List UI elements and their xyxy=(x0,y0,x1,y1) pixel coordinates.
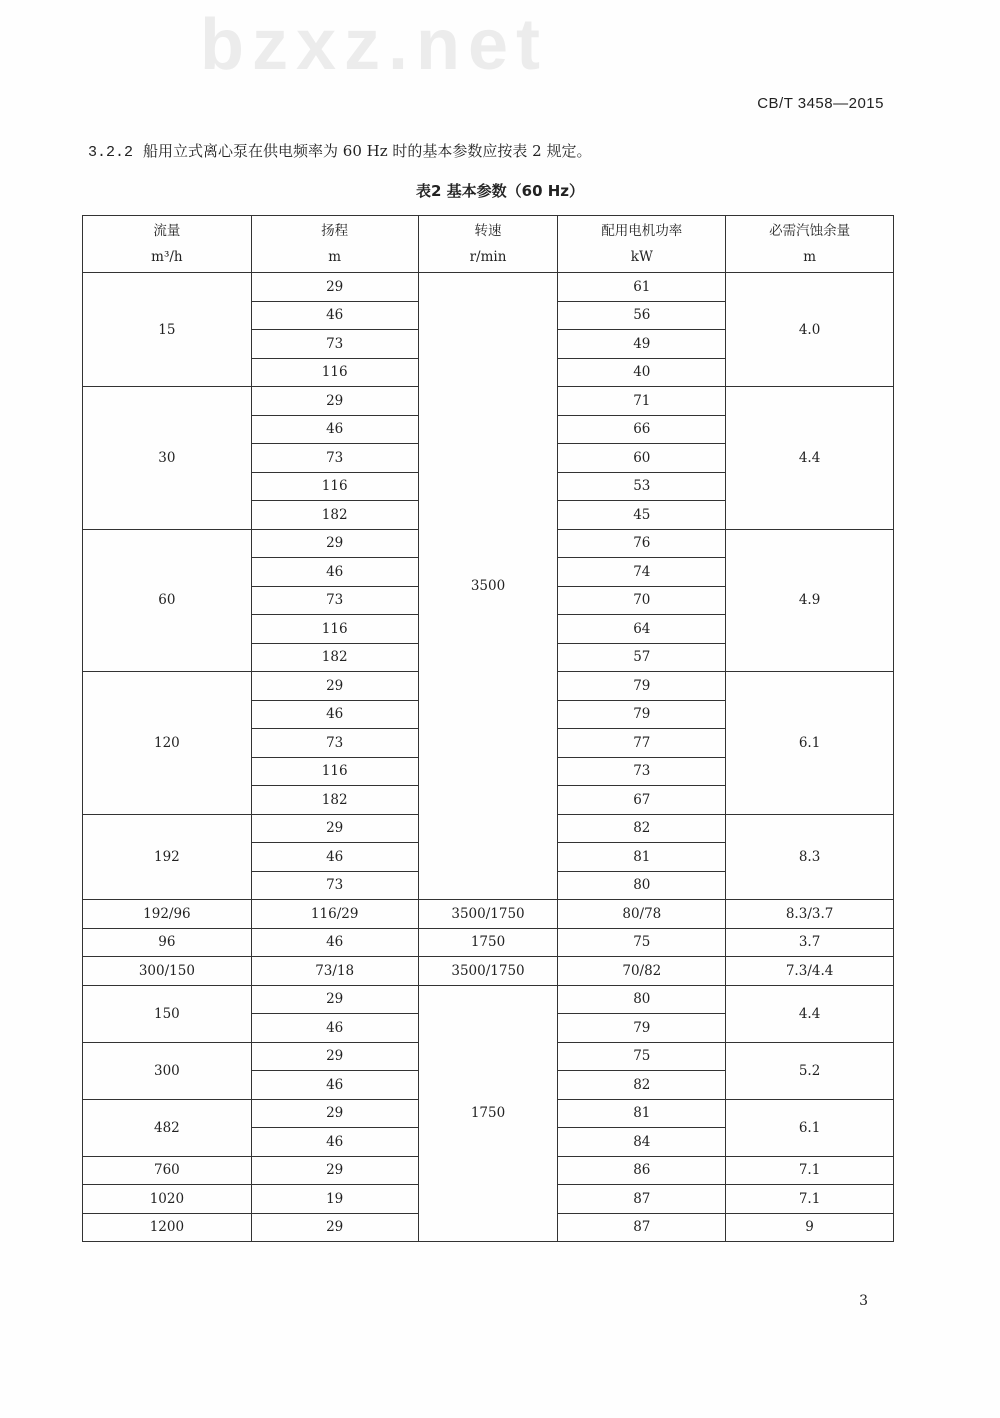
npsh-cell: 9 xyxy=(726,1213,894,1242)
column-unit: m³/h xyxy=(151,249,183,265)
npsh-cell: 5.2 xyxy=(726,1042,894,1099)
power-cell: 80 xyxy=(558,871,726,900)
header-head xyxy=(251,216,418,273)
head-cell: 46 xyxy=(251,843,418,872)
power-cell: 82 xyxy=(558,1071,726,1100)
table-row xyxy=(83,957,894,986)
power-cell: 73 xyxy=(558,757,726,786)
head-cell: 29 xyxy=(251,985,418,1014)
flow-cell: 192/96 xyxy=(83,900,252,929)
power-cell: 81 xyxy=(558,843,726,872)
power-cell: 57 xyxy=(558,643,726,672)
power-cell: 70 xyxy=(558,586,726,615)
flow-cell: 60 xyxy=(83,529,252,672)
power-cell: 79 xyxy=(558,700,726,729)
clause-number: 3.2.2 xyxy=(88,144,134,161)
header-speed xyxy=(418,216,558,273)
column-name: 必需汽蚀余量 xyxy=(769,223,851,239)
head-cell: 116 xyxy=(251,615,418,644)
npsh-cell: 6.1 xyxy=(726,1099,894,1156)
head-cell: 116/29 xyxy=(251,900,418,929)
watermark: bzxz.net xyxy=(200,5,549,85)
speed-cell: 1750 xyxy=(418,985,558,1242)
flow-cell: 1020 xyxy=(83,1185,252,1214)
power-cell: 67 xyxy=(558,786,726,815)
flow-cell: 1200 xyxy=(83,1213,252,1242)
power-cell: 87 xyxy=(558,1213,726,1242)
column-name: 转速 xyxy=(474,223,502,239)
speed-cell: 3500 xyxy=(418,273,558,900)
column-name: 配用电机功率 xyxy=(601,223,683,239)
head-cell: 73/18 xyxy=(251,957,418,986)
power-cell: 66 xyxy=(558,415,726,444)
power-cell: 61 xyxy=(558,273,726,302)
power-cell: 84 xyxy=(558,1128,726,1157)
npsh-cell: 4.9 xyxy=(726,529,894,672)
header-flow xyxy=(83,216,252,273)
column-unit: m xyxy=(328,249,342,265)
flow-cell: 150 xyxy=(83,985,252,1042)
column-unit: m xyxy=(803,249,816,265)
power-cell: 80/78 xyxy=(558,900,726,929)
column-name: 扬程 xyxy=(321,223,349,239)
speed-cell: 3500/1750 xyxy=(418,957,558,986)
header-npsh xyxy=(726,216,894,273)
power-cell: 60 xyxy=(558,444,726,473)
flow-cell: 300/150 xyxy=(83,957,252,986)
clause-3-2-2 xyxy=(88,140,591,161)
power-cell: 75 xyxy=(558,1042,726,1071)
column-unit: kW xyxy=(630,249,653,265)
head-cell: 29 xyxy=(251,529,418,558)
flow-cell: 192 xyxy=(83,814,252,900)
power-cell: 71 xyxy=(558,387,726,416)
head-cell: 73 xyxy=(251,444,418,473)
power-cell: 77 xyxy=(558,729,726,758)
head-cell: 29 xyxy=(251,387,418,416)
head-cell: 29 xyxy=(251,672,418,701)
header-power xyxy=(558,216,726,273)
power-cell: 74 xyxy=(558,558,726,587)
npsh-cell: 7.3/4.4 xyxy=(726,957,894,986)
npsh-cell: 4.0 xyxy=(726,273,894,387)
head-cell: 73 xyxy=(251,871,418,900)
flow-cell: 30 xyxy=(83,387,252,530)
table-row xyxy=(83,900,894,929)
power-cell: 53 xyxy=(558,472,726,501)
column-name: 流量 xyxy=(153,223,181,239)
power-cell: 80 xyxy=(558,985,726,1014)
npsh-cell: 3.7 xyxy=(726,928,894,957)
head-cell: 46 xyxy=(251,1071,418,1100)
table-caption: 表2 基本参数（60 Hz） xyxy=(415,182,585,200)
power-cell: 87 xyxy=(558,1185,726,1214)
flow-cell: 482 xyxy=(83,1099,252,1156)
flow-cell: 96 xyxy=(83,928,252,957)
head-cell: 116 xyxy=(251,472,418,501)
speed-cell: 1750 xyxy=(418,928,558,957)
power-cell: 86 xyxy=(558,1156,726,1185)
basic-parameters-table xyxy=(82,215,894,1242)
head-cell: 29 xyxy=(251,1156,418,1185)
head-cell: 29 xyxy=(251,273,418,302)
table-row xyxy=(83,985,894,1014)
power-cell: 64 xyxy=(558,615,726,644)
head-cell: 182 xyxy=(251,643,418,672)
head-cell: 116 xyxy=(251,757,418,786)
power-cell: 79 xyxy=(558,1014,726,1043)
clause-text: 船用立式离心泵在供电频率为 60 Hz 时的基本参数应按表 2 规定。 xyxy=(143,142,592,160)
head-cell: 29 xyxy=(251,1213,418,1242)
head-cell: 29 xyxy=(251,1099,418,1128)
speed-cell: 3500/1750 xyxy=(418,900,558,929)
head-cell: 29 xyxy=(251,814,418,843)
head-cell: 46 xyxy=(251,1128,418,1157)
head-cell: 46 xyxy=(251,928,418,957)
table-row xyxy=(83,273,894,302)
flow-cell: 15 xyxy=(83,273,252,387)
power-cell: 49 xyxy=(558,330,726,359)
column-unit: r/min xyxy=(469,249,507,265)
power-cell: 82 xyxy=(558,814,726,843)
npsh-cell: 6.1 xyxy=(726,672,894,815)
power-cell: 70/82 xyxy=(558,957,726,986)
head-cell: 73 xyxy=(251,729,418,758)
power-cell: 40 xyxy=(558,358,726,387)
head-cell: 46 xyxy=(251,700,418,729)
head-cell: 19 xyxy=(251,1185,418,1214)
npsh-cell: 4.4 xyxy=(726,387,894,530)
flow-cell: 300 xyxy=(83,1042,252,1099)
power-cell: 76 xyxy=(558,529,726,558)
head-cell: 29 xyxy=(251,1042,418,1071)
head-cell: 46 xyxy=(251,301,418,330)
power-cell: 81 xyxy=(558,1099,726,1128)
table-header-row xyxy=(83,216,894,273)
power-cell: 45 xyxy=(558,501,726,530)
head-cell: 46 xyxy=(251,415,418,444)
power-cell: 75 xyxy=(558,928,726,957)
npsh-cell: 7.1 xyxy=(726,1156,894,1185)
power-cell: 56 xyxy=(558,301,726,330)
head-cell: 116 xyxy=(251,358,418,387)
flow-cell: 760 xyxy=(83,1156,252,1185)
npsh-cell: 7.1 xyxy=(726,1185,894,1214)
head-cell: 73 xyxy=(251,330,418,359)
flow-cell: 120 xyxy=(83,672,252,815)
head-cell: 182 xyxy=(251,501,418,530)
standard-number: CB/T 3458—2015 xyxy=(757,95,884,112)
table-body xyxy=(83,273,894,1242)
head-cell: 73 xyxy=(251,586,418,615)
head-cell: 46 xyxy=(251,558,418,587)
head-cell: 46 xyxy=(251,1014,418,1043)
table-row xyxy=(83,928,894,957)
power-cell: 79 xyxy=(558,672,726,701)
npsh-cell: 8.3/3.7 xyxy=(726,900,894,929)
page-number: 3 xyxy=(859,1293,868,1309)
npsh-cell: 8.3 xyxy=(726,814,894,900)
head-cell: 182 xyxy=(251,786,418,815)
npsh-cell: 4.4 xyxy=(726,985,894,1042)
